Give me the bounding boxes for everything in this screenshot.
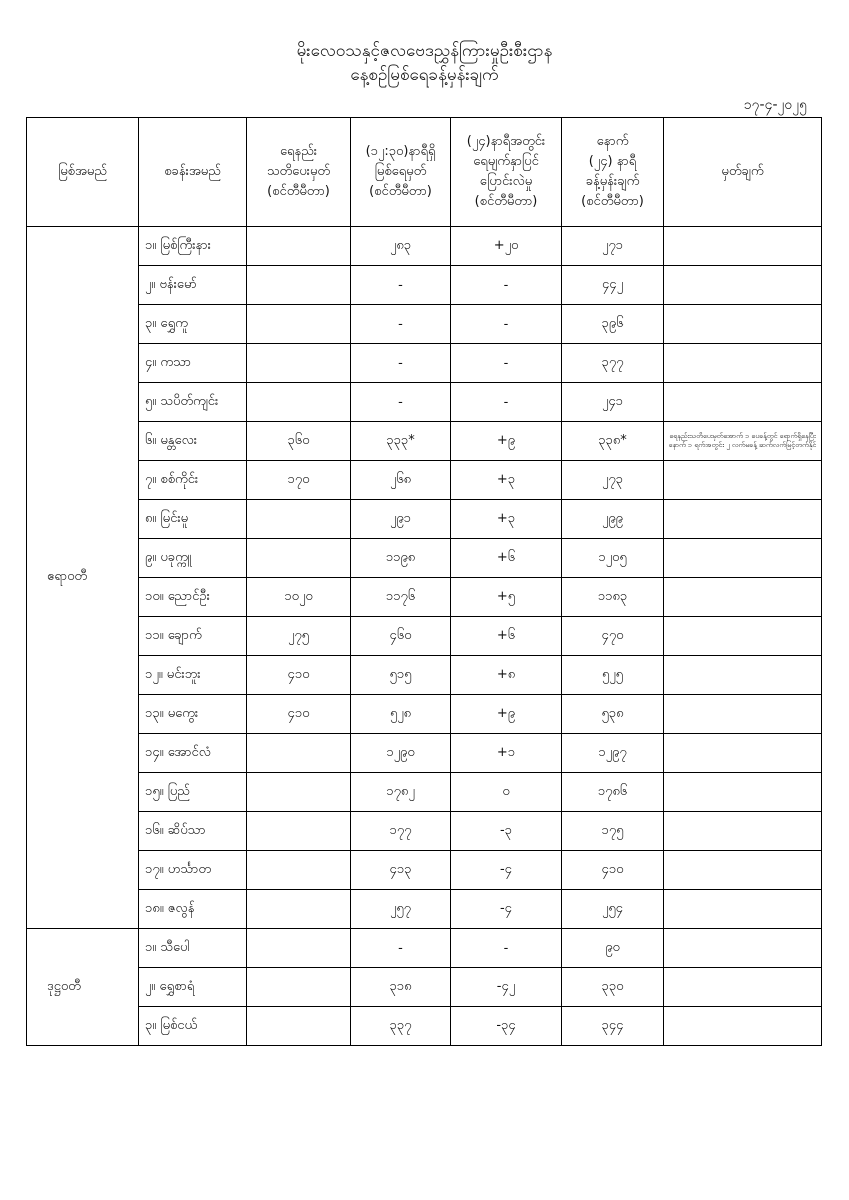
forecast-value: ၂၉၉ [562, 500, 664, 539]
remark [664, 890, 822, 929]
warning-level [247, 539, 351, 578]
table-row [27, 266, 822, 305]
forecast-value: ၁၂၀၅ [562, 539, 664, 578]
water-level: ၃၃၃* [351, 422, 451, 461]
table-row [27, 773, 822, 812]
water-level: ၃၃၇ [351, 1007, 451, 1046]
remark [664, 344, 822, 383]
level-change: - [451, 344, 562, 383]
station-name: ၃။ မြစ်ငယ် [139, 1007, 247, 1046]
water-level: ၁၂၉၀ [351, 734, 451, 773]
remark [664, 695, 822, 734]
station-name: ၁၇။ ဟင်္သာတ [139, 851, 247, 890]
table-row [27, 617, 822, 656]
forecast-value: ၃၉၆ [562, 305, 664, 344]
level-change: +၈ [451, 656, 562, 695]
forecast-value: ၃၇၇ [562, 344, 664, 383]
forecast-value: ၉၀ [562, 929, 664, 968]
col-warning-level: ရေနည်း သတိပေးမှတ် (စင်တီမီတာ) [247, 118, 351, 227]
remark [664, 1007, 822, 1046]
station-name: ၂။ ဗန်းမော် [139, 266, 247, 305]
forecast-value: ၁၇၅ [562, 812, 664, 851]
forecast-value: ၂၇၁ [562, 227, 664, 266]
remark [664, 968, 822, 1007]
table-row [27, 695, 822, 734]
col-station-name: စခန်းအမည် [139, 118, 247, 227]
forecast-value: ၁၁၈၃ [562, 578, 664, 617]
warning-level [247, 851, 351, 890]
col-level-change: (၂၄)နာရီအတွင်း ရေမျက်နှာပြင် ပြောင်းလဲမှု (စင်တီမီတာ) [451, 118, 562, 227]
warning-level [247, 344, 351, 383]
table-row [27, 422, 822, 461]
station-name: ၁။ မြစ်ကြီးနား [139, 227, 247, 266]
table-row [27, 500, 822, 539]
warning-level [247, 305, 351, 344]
level-change: - [451, 383, 562, 422]
station-name: ၄။ ကသာ [139, 344, 247, 383]
table-row [27, 812, 822, 851]
forecast-value: ၁၂၉၇ [562, 734, 664, 773]
remark [664, 578, 822, 617]
warning-level [247, 812, 351, 851]
water-level: - [351, 929, 451, 968]
river-name: ဒုဋ္ဌဝတီ [27, 929, 139, 1046]
level-change: - [451, 929, 562, 968]
table-row [27, 890, 822, 929]
station-name: ၁၂။ မင်းဘူး [139, 656, 247, 695]
table-row [27, 929, 822, 968]
water-level: - [351, 383, 451, 422]
water-level: - [351, 305, 451, 344]
warning-level [247, 734, 351, 773]
level-change: ၀ [451, 773, 562, 812]
warning-level: ၃၆၀ [247, 422, 351, 461]
table-row [27, 539, 822, 578]
table-row [27, 1007, 822, 1046]
remark [664, 227, 822, 266]
remark [664, 617, 822, 656]
level-change: +၅ [451, 578, 562, 617]
level-change: - [451, 266, 562, 305]
level-change: -၄၂ [451, 968, 562, 1007]
warning-level [247, 968, 351, 1007]
table-row [27, 227, 822, 266]
level-change: -၄ [451, 890, 562, 929]
forecast-value: ၁၇၈၆ [562, 773, 664, 812]
warning-level: ၂၇၅ [247, 617, 351, 656]
forecast-value: ၃၄၄ [562, 1007, 664, 1046]
station-name: ၁၆။ ဆိပ်သာ [139, 812, 247, 851]
level-change: +၆ [451, 617, 562, 656]
level-change: +၃ [451, 461, 562, 500]
level-change: +၂၀ [451, 227, 562, 266]
level-change: -၄ [451, 851, 562, 890]
remark [664, 266, 822, 305]
table-row [27, 734, 822, 773]
table-row [27, 656, 822, 695]
remark [664, 500, 822, 539]
station-name: ၁၅။ ပြည် [139, 773, 247, 812]
page-title: မိုးလေဝသနှင့်ဇလဗေဒညွှန်ကြားမှုဦးစီးဌာန [296, 41, 553, 61]
water-level: ၅၁၅ [351, 656, 451, 695]
forecast-value: ၄၁၀ [562, 851, 664, 890]
table-row [27, 305, 822, 344]
remark [664, 539, 822, 578]
page-subtitle: နေ့စဉ်မြစ်ရေခန့်မှန်းချက် [350, 65, 499, 85]
report-date: ၁၇-၄-၂၀၂၅ [743, 97, 807, 113]
station-name: ၅။ သပိတ်ကျင်း [139, 383, 247, 422]
warning-level [247, 890, 351, 929]
level-change: +၃ [451, 500, 562, 539]
water-level: ၁၇၇ [351, 812, 451, 851]
forecast-value: ၂၇၃ [562, 461, 664, 500]
station-name: ၁၈။ ဇလွန် [139, 890, 247, 929]
station-name: ၁။ သီပေါ [139, 929, 247, 968]
table-row [27, 461, 822, 500]
warning-level [247, 383, 351, 422]
station-name: ၇။ စစ်ကိုင်း [139, 461, 247, 500]
warning-level [247, 1007, 351, 1046]
remark: ရေနည်းသတိပေးမှတ်အောက် ၁ ပေခန့်တွင် ရောက်ရှိနေပြီး နောက် ၁ ရက်အတွင်း ၂ လက်မခန့် ဆက်လက်မြင့်တက်နိုင် [664, 422, 822, 461]
forecast-value: ၂၅၄ [562, 890, 664, 929]
water-level: ၁၁၇၆ [351, 578, 451, 617]
forecast-value: ၂၄၁ [562, 383, 664, 422]
remark [664, 773, 822, 812]
remark [664, 929, 822, 968]
station-name: ၁၃။ မကွေး [139, 695, 247, 734]
forecast-value: ၃၃၀ [562, 968, 664, 1007]
level-change: -၃၄ [451, 1007, 562, 1046]
forecast-value: ၃၃၈* [562, 422, 664, 461]
header-row [27, 118, 822, 227]
water-level: ၂၈၃ [351, 227, 451, 266]
warning-level: ၄၁၀ [247, 695, 351, 734]
table-row [27, 968, 822, 1007]
station-name: ၁၀။ ညောင်ဦး [139, 578, 247, 617]
river-name: ဧရာဝတီ [27, 227, 139, 929]
level-change: +၁ [451, 734, 562, 773]
remark [664, 812, 822, 851]
water-level: ၂၅၇ [351, 890, 451, 929]
remark [664, 656, 822, 695]
remark [664, 383, 822, 422]
level-change: +၉ [451, 422, 562, 461]
station-name: ၈။ မြင်းမူ [139, 500, 247, 539]
warning-level: ၄၁၀ [247, 656, 351, 695]
water-level: ၂၆၈ [351, 461, 451, 500]
remark [664, 851, 822, 890]
station-name: ၁၁။ ချောက် [139, 617, 247, 656]
col-water-level: (၁၂:၃၀)နာရီရှိ မြစ်ရေမှတ် (စင်တီမီတာ) [351, 118, 451, 227]
level-change: +၉ [451, 695, 562, 734]
remark [664, 461, 822, 500]
water-level: ၄၁၃ [351, 851, 451, 890]
station-name: ၁၄။ အောင်လံ [139, 734, 247, 773]
water-level: ၂၉၁ [351, 500, 451, 539]
forecast-value: ၄၇၀ [562, 617, 664, 656]
warning-level [247, 773, 351, 812]
table-row [27, 578, 822, 617]
level-change: +၆ [451, 539, 562, 578]
level-change: - [451, 305, 562, 344]
table-row [27, 851, 822, 890]
station-name: ၉။ ပခုက္ကူ [139, 539, 247, 578]
water-level: ၅၂၈ [351, 695, 451, 734]
remark [664, 305, 822, 344]
water-level: ၄၆၀ [351, 617, 451, 656]
river-forecast-table [26, 117, 822, 1046]
warning-level [247, 266, 351, 305]
col-river-name: မြစ်အမည် [27, 118, 139, 227]
station-name: ၃။ ရွှေကူ [139, 305, 247, 344]
warning-level [247, 929, 351, 968]
level-change: -၃ [451, 812, 562, 851]
water-level: ၁၁၉၈ [351, 539, 451, 578]
warning-level: ၁၀၂၀ [247, 578, 351, 617]
warning-level [247, 227, 351, 266]
forecast-value: ၅၃၈ [562, 695, 664, 734]
warning-level: ၁၇၀ [247, 461, 351, 500]
col-remark: မှတ်ချက် [664, 118, 822, 227]
table-row [27, 383, 822, 422]
water-level: ၁၇၈၂ [351, 773, 451, 812]
remark [664, 734, 822, 773]
col-forecast: နောက် (၂၄) နာရီ ခန့်မှန်းချက် (စင်တီမီတာ) [562, 118, 664, 227]
warning-level [247, 500, 351, 539]
water-level: - [351, 266, 451, 305]
station-name: ၂။ ရွှေစာရံ [139, 968, 247, 1007]
forecast-value: ၅၂၅ [562, 656, 664, 695]
forecast-value: ၄၄၂ [562, 266, 664, 305]
water-level: - [351, 344, 451, 383]
station-name: ၆။ မန္တလေး [139, 422, 247, 461]
table-row [27, 344, 822, 383]
water-level: ၃၁၈ [351, 968, 451, 1007]
